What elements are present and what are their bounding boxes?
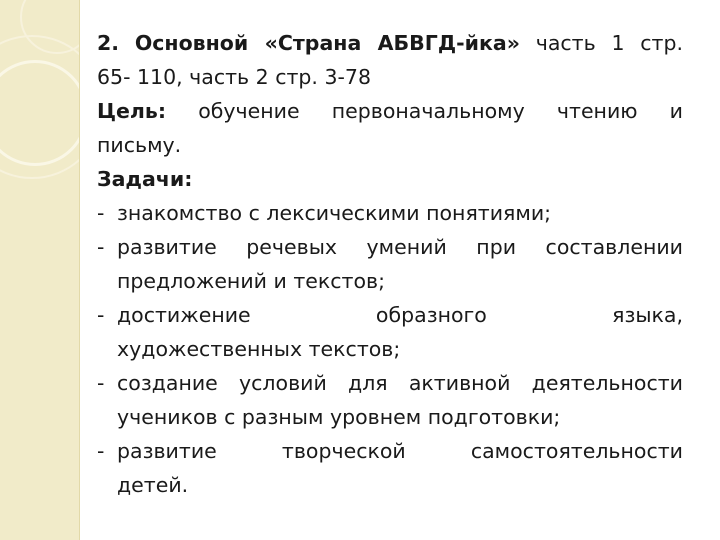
task-text-line-1: знакомство с лексическими понятиями; xyxy=(117,201,552,225)
goal-line-1 xyxy=(97,94,683,128)
list-dash: - xyxy=(97,201,105,225)
heading-line-1 xyxy=(97,26,683,60)
list-item xyxy=(97,434,683,502)
task-text-line-2: детей. xyxy=(117,473,189,497)
list-dash: - xyxy=(97,439,105,463)
list-dash: - xyxy=(97,235,105,259)
decorative-side-band xyxy=(0,0,80,540)
tasks-heading xyxy=(97,162,683,196)
heading-number: 2. xyxy=(97,31,120,55)
heading-paragraph xyxy=(97,26,683,94)
decorative-circle xyxy=(0,60,80,166)
task-text-line-2: предложений и текстов; xyxy=(117,269,386,293)
task-text-line-2: учеников с разным уровнем подготовки; xyxy=(117,405,561,429)
list-item xyxy=(97,298,683,366)
list-item xyxy=(97,230,683,298)
goal-label: Цель: xyxy=(97,99,167,123)
task-text-line-1: развитие творческой самостоятельности xyxy=(117,439,683,463)
list-dash: - xyxy=(97,303,105,327)
heading-pages: часть 1 стр. xyxy=(519,31,683,55)
heading-bold-title: Основной «Страна АБВГД-йка» xyxy=(134,31,520,55)
list-item xyxy=(97,366,683,434)
tasks-list xyxy=(97,196,683,502)
task-text-line-1: достижение образного языка, xyxy=(117,303,683,327)
goal-text-2: письму. xyxy=(97,133,182,157)
slide-content xyxy=(97,26,683,502)
task-text-line-1: создание условий для активной деятельности xyxy=(117,371,683,395)
tasks-label: Задачи: xyxy=(97,167,193,191)
heading-line-2: 65- 110, часть 2 стр. 3-78 xyxy=(97,65,371,89)
task-text-line-2: художественных текстов; xyxy=(117,337,401,361)
goal-text-1: обучение первоначальному чтению и xyxy=(166,99,683,123)
list-item xyxy=(97,196,683,230)
task-text-line-1: развитие речевых умений при составлении xyxy=(117,235,683,259)
goal-paragraph xyxy=(97,94,683,162)
list-dash: - xyxy=(97,371,105,395)
